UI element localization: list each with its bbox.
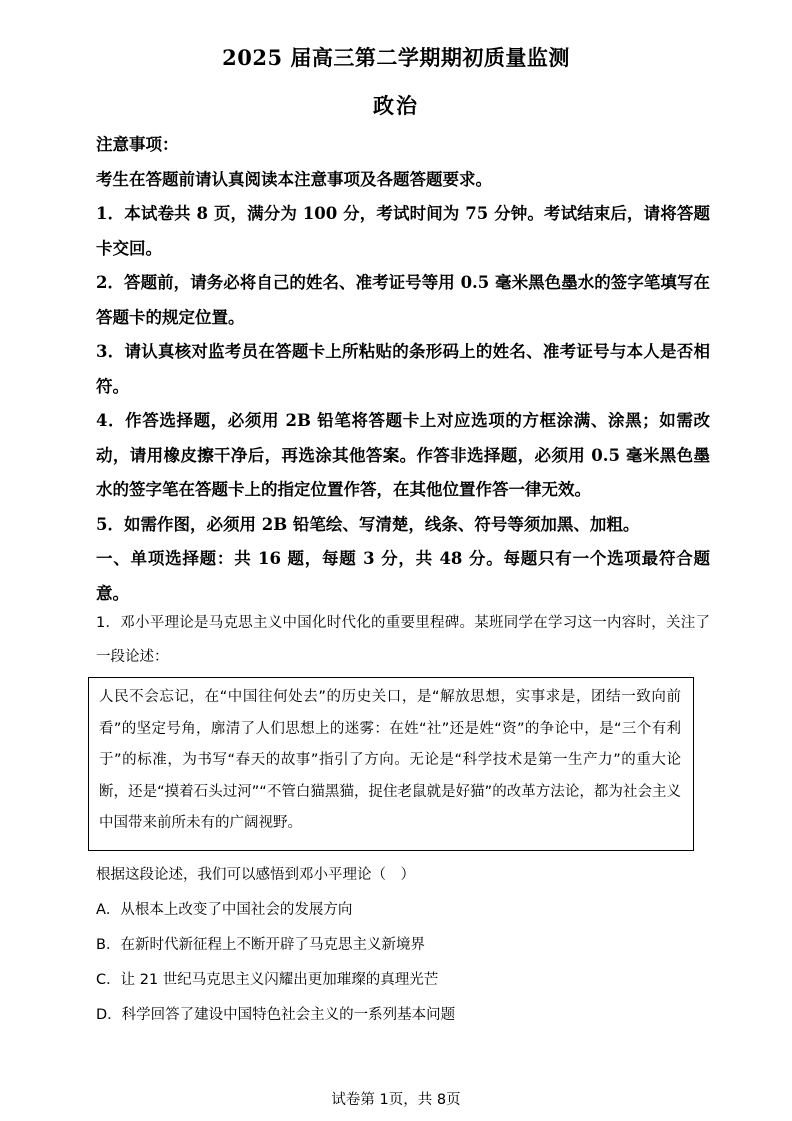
option-b: B．在新时代新征程上不断开辟了马克思主义新境界 (96, 937, 425, 953)
question-1-body (96, 858, 710, 1033)
notice-intro: 考生在答题前请认真阅读本注意事项及各题答题要求。 (96, 169, 492, 189)
notice-item: 3．请认真核对监考员在答题卡上所粘贴的条形码上的姓名、准考证号与本人是否相符。 (96, 342, 710, 396)
option-d: D．科学回答了建设中国特色社会主义的一系列基本问题 (96, 1007, 456, 1023)
notice-item: 2．答题前，请务必将自己的姓名、准考证号等用 0.5 毫米黑色墨水的签字笔填写在答题卡的规定位置。 (96, 273, 710, 327)
exam-title: 2025 届高三第二学期期初质量监测 (222, 45, 570, 70)
quote-box: 人民不会忘记，在“中国往何处去”的历史关口，是“解放思想，实事求是，团结一致向前看”的坚定号角，廓清了人们思想上的迷雾：在姓“社”还是姓“资”的争论中，是“三个有利于”的标准，为书写“春天的故事”指引了方向。无论是“科学技术是第一生产力”的重大论断，还是“摸着石头过河”“不管白猫黑猫，捉住老鼠就是好猫”的改革方法论，都为社会主义中国带来前所未有的广阔视野。 (88, 677, 694, 851)
question-1-stem (96, 606, 710, 674)
notice-heading: 注意事项： (96, 135, 179, 154)
notice-item: 5．如需作图，必须用 2B 铅笔绘、写清楚，线条、符号等须加黑、加粗。 (96, 514, 640, 534)
section-heading: 一、单项选择题：共 16 题，每题 3 分，共 48 分。每题只有一个选项最符合题意。 (96, 549, 710, 603)
question-prompt: 根据这段论述，我们可以感悟到邓小平理论（ ） (96, 867, 415, 883)
notice-item: 4．作答选择题，必须用 2B 铅笔将答题卡上对应选项的方框涂满、涂黑；如需改动，请用橡皮擦干净后，再选涂其他答案。作答非选择题，必须用 0.5 毫米黑色墨水的签字笔在答题卡上的指定位置作答，在其他位置作答一律无效。 (96, 411, 710, 499)
page-footer: 试卷第 1页，共 8页 (331, 1092, 461, 1108)
option-a: A．从根本上改变了中国社会的发展方向 (96, 902, 353, 918)
notice-item: 1．本试卷共 8 页，满分为 100 分，考试时间为 75 分钟。考试结束后，请将答题卡交回。 (96, 204, 710, 258)
option-c: C．让 21 世纪马克思主义闪耀出更加璀璨的真理光芒 (96, 972, 439, 988)
subject-title: 政治 (373, 93, 419, 118)
question-stem-text: 1．邓小平理论是马克思主义中国化时代化的重要里程碑。某班同学在学习这一内容时，关注了一段论述： (96, 615, 710, 665)
notice-section (96, 128, 710, 611)
